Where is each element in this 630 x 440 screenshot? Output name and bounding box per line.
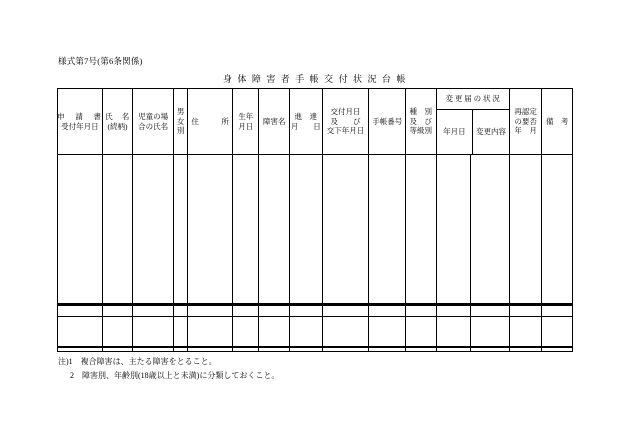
th-line: 交下年月日: [326, 126, 365, 136]
th-type-and-grade: [406, 89, 437, 155]
summary-table: [57, 316, 573, 348]
th-line: 男: [176, 107, 185, 117]
page-title: 身 体 障 害 者 手 帳 交 付 状 況 台 帳: [222, 74, 407, 84]
th-line: 申 請 書: [57, 112, 103, 122]
th-line: 再認定: [514, 107, 537, 117]
summary-cell[interactable]: [259, 317, 290, 348]
summary-bottom-rule: [57, 346, 573, 348]
summary-cell[interactable]: [542, 317, 573, 348]
th-line: 手帳番号: [372, 116, 403, 126]
th-line: 及 び: [409, 116, 433, 126]
th-line: 変 更 届 の 状 況: [445, 94, 500, 104]
summary-cell[interactable]: [406, 317, 437, 348]
notes-block: [58, 355, 578, 383]
th-line: 女: [176, 116, 185, 126]
th-line: 児童の場: [138, 112, 169, 122]
th-line: 及 び: [330, 116, 361, 126]
th-gender: [174, 89, 188, 155]
th-line: 氏 名: [105, 112, 130, 122]
th-line: 合の氏名: [138, 121, 169, 131]
th-line: 別: [176, 126, 185, 136]
summary-cell[interactable]: [509, 317, 542, 348]
summary-cell[interactable]: [369, 317, 406, 348]
th-birth-date: [233, 89, 259, 155]
th-line: (続柄): [107, 121, 128, 131]
summary-cell[interactable]: [58, 317, 103, 348]
th-line: 等級別: [409, 126, 433, 136]
th-line: 進 達: [294, 112, 318, 122]
th-line: 交付月日: [330, 107, 361, 117]
th-line: 備 考: [545, 116, 569, 126]
th-recertification-request-date: [509, 89, 542, 155]
summary-cell[interactable]: [290, 317, 323, 348]
summary-cell[interactable]: [471, 317, 510, 348]
th-disability-name: [259, 89, 290, 155]
th-line: 変更内容: [475, 127, 506, 137]
note-line-1: 注)1 複合障害は、主たる障害をとること。: [58, 357, 217, 366]
th-line: 年 月: [514, 126, 537, 136]
summary-cell[interactable]: [102, 317, 133, 348]
th-line: 住 所: [191, 116, 229, 126]
th-change-notification-group: [436, 89, 509, 155]
th-application-receipt-date: [58, 89, 103, 155]
summary-cell[interactable]: [322, 317, 369, 348]
table-header-row: [58, 89, 573, 155]
th-notebook-number: [369, 89, 406, 155]
th-line: 月日: [238, 121, 254, 131]
th-line: 受付年月日: [61, 121, 99, 131]
th-line: 月 日: [290, 121, 321, 131]
th-transfer-date: [290, 89, 323, 155]
th-line: 生年: [238, 112, 254, 122]
th-remarks: [542, 89, 573, 155]
summary-cell[interactable]: [436, 317, 471, 348]
th-issue-date-delivery-date: [322, 89, 369, 155]
summary-cell[interactable]: [233, 317, 259, 348]
th-line: 障害名: [263, 116, 286, 126]
th-child-institution-name: [133, 89, 174, 155]
th-line: 年月日: [443, 127, 466, 137]
note-line-2: 2 障害別、年齢別(18歳以上と未満)に分類しておくこと。: [70, 371, 280, 380]
ledger-table: [57, 88, 573, 352]
th-line: 種 別: [409, 107, 433, 117]
summary-cell[interactable]: [133, 317, 174, 348]
th-name-relationship: [102, 89, 133, 155]
form-number: 様式第7号(第6条関係): [58, 56, 143, 66]
table-bottom-rule: [57, 303, 573, 306]
th-address: [188, 89, 233, 155]
th-line: の要否: [514, 116, 537, 126]
summary-cell[interactable]: [188, 317, 233, 348]
summary-cell[interactable]: [174, 317, 188, 348]
summary-row: [58, 317, 573, 348]
